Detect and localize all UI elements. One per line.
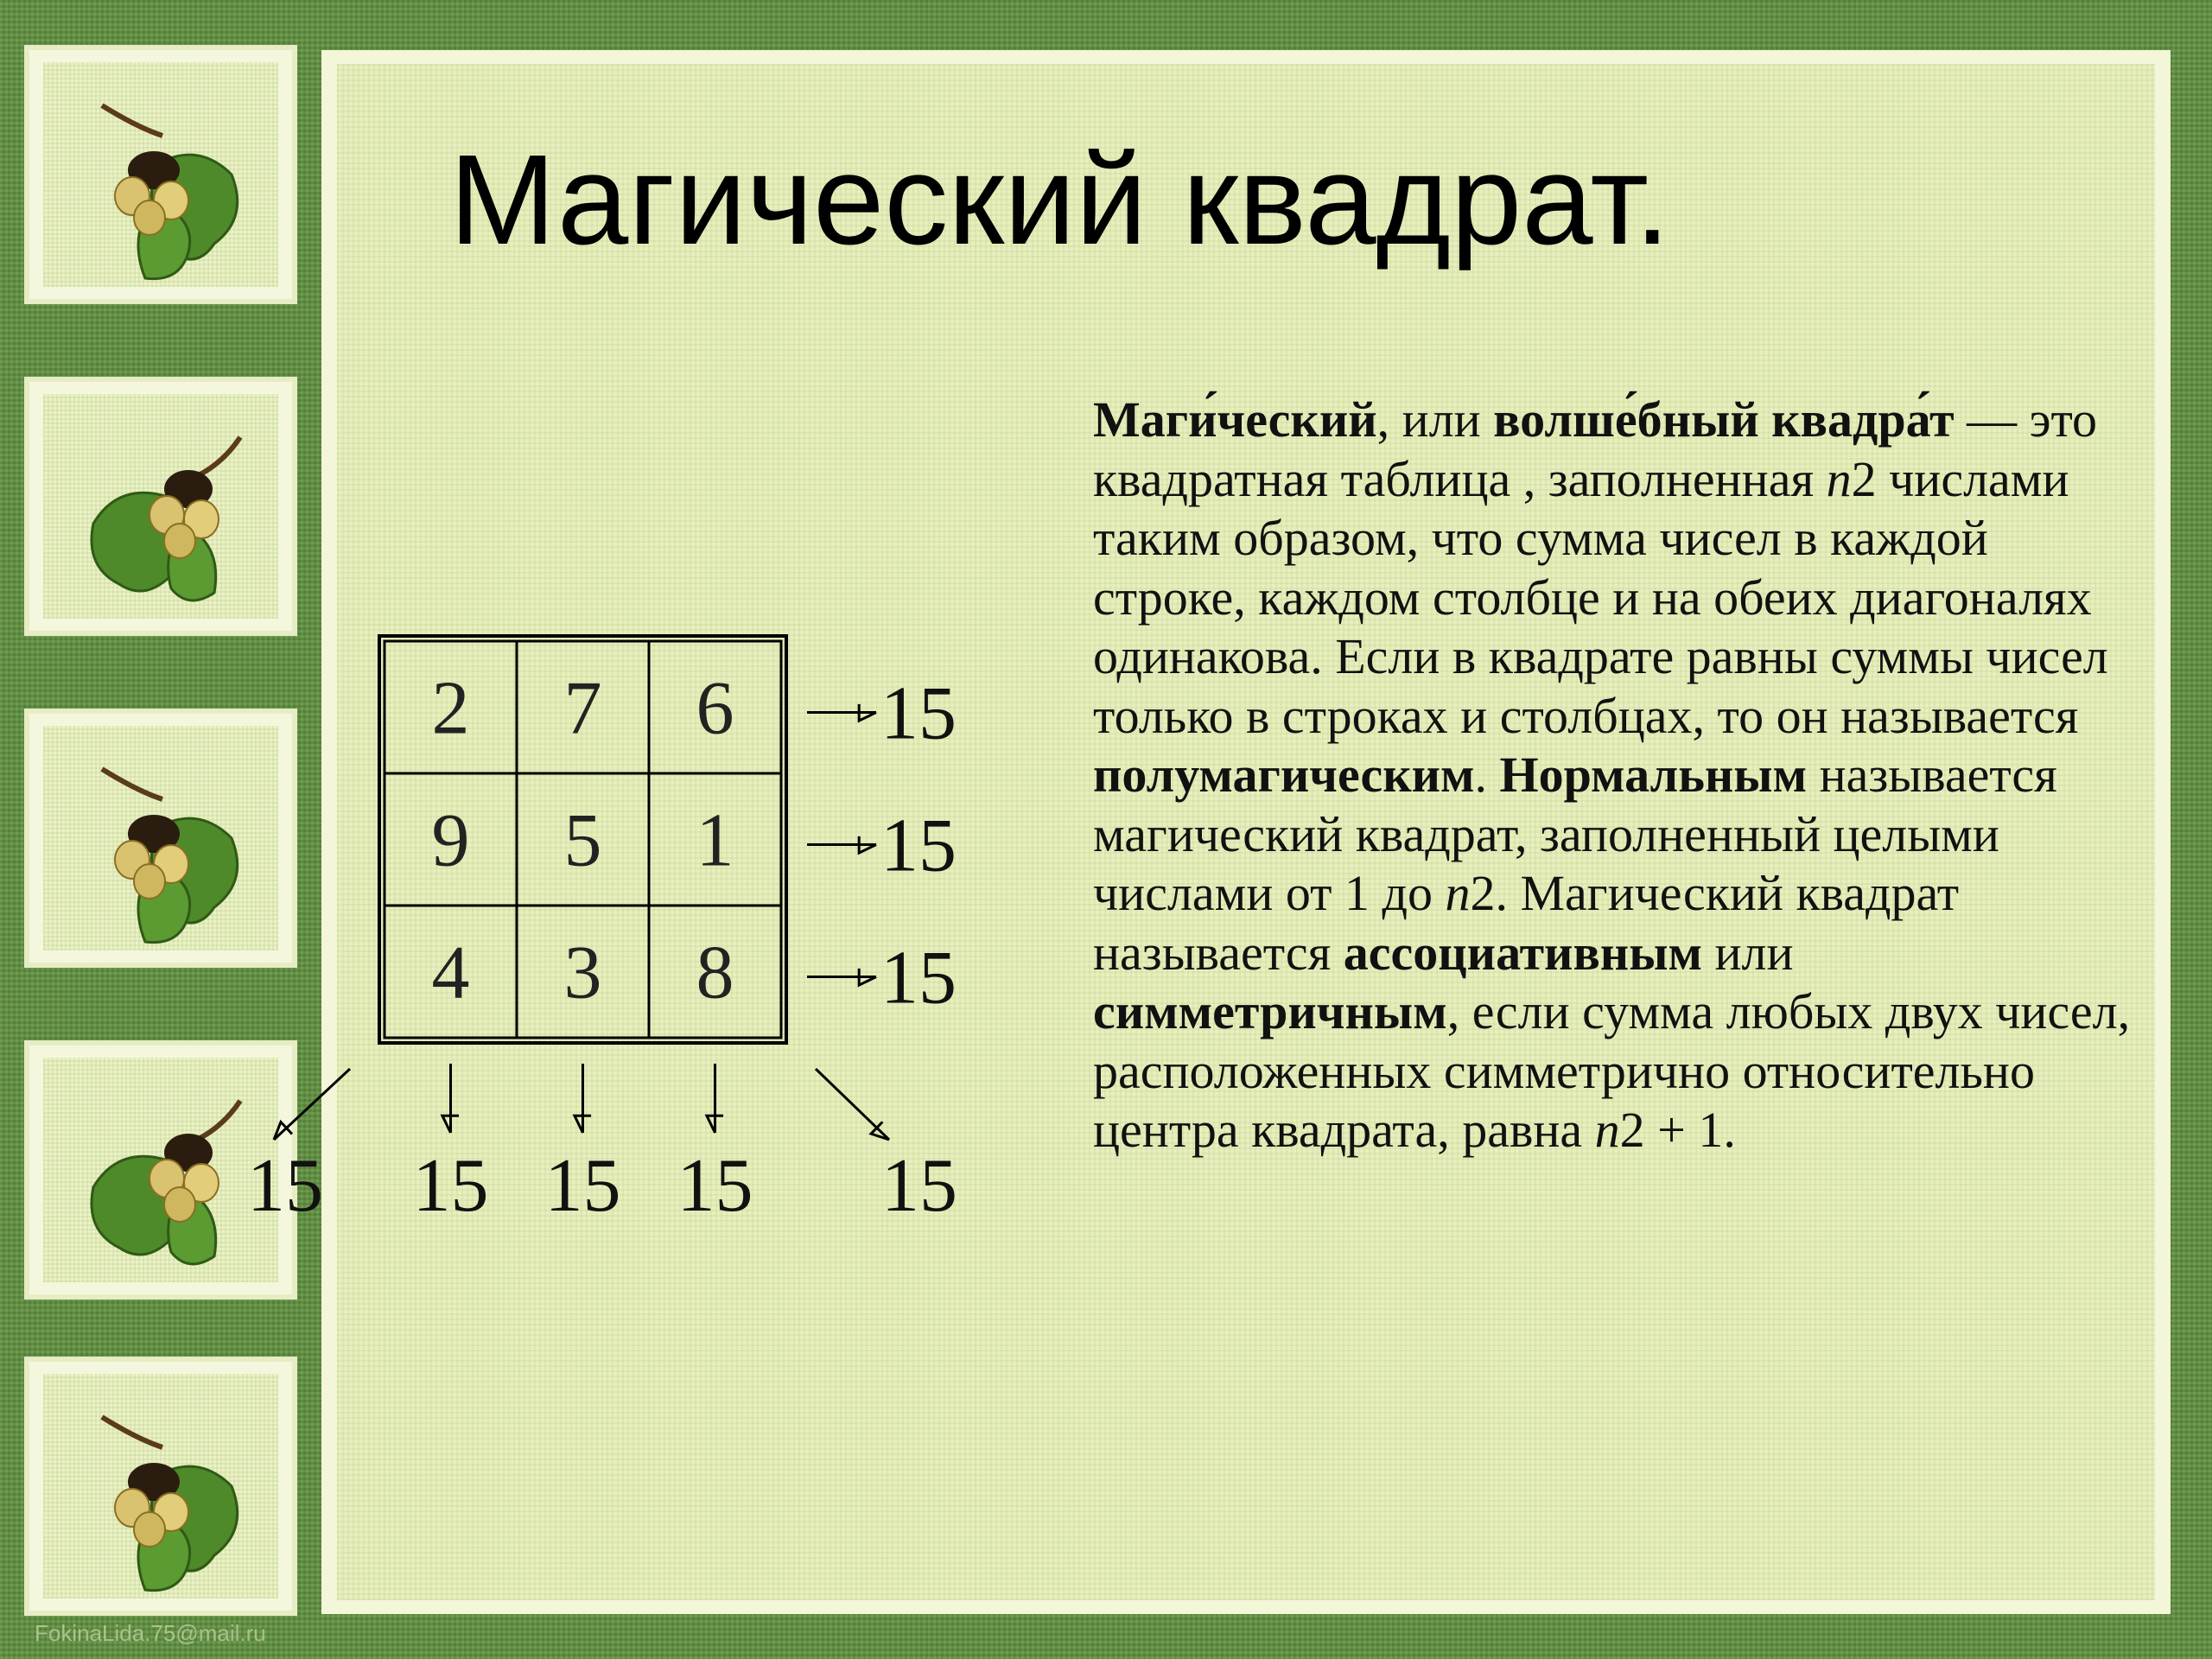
definition-run: n: [1594, 1102, 1620, 1158]
diagonal-sum-label: 15: [881, 1144, 957, 1228]
definition-run: , или: [1376, 391, 1494, 448]
square-cell-number: 7: [563, 666, 602, 751]
decor-tile: [24, 377, 297, 636]
page-title: Магический квадрат.: [449, 129, 1670, 271]
watermark: FokinaLida.75@mail.ru: [35, 1620, 266, 1646]
definition-run: Маги́ческий: [1093, 391, 1377, 448]
square-cell-number: 8: [696, 931, 734, 1015]
definition-run: симметричным: [1093, 983, 1447, 1039]
definition-run: или: [1702, 924, 1794, 981]
definition-run: .: [1474, 747, 1500, 803]
square-cell-number: 6: [696, 666, 734, 751]
square-cell-number: 9: [431, 798, 470, 883]
column-sum-label: 15: [412, 1144, 489, 1228]
definition-run: 2 + 1.: [1619, 1102, 1736, 1158]
column-sum-label: 15: [544, 1144, 621, 1228]
definition-run: волше́бный квадра́т: [1493, 391, 1955, 448]
oak-acorn-icon: [24, 45, 297, 304]
row-sum-label: 15: [880, 936, 957, 1020]
oak-acorn-icon: [24, 377, 297, 636]
definition-run: , если сумма любых двух чисел, расположенных симметрично относительно центра квадрата, равна: [1093, 983, 2131, 1158]
arrow-line: [816, 1069, 889, 1140]
definition-run: называется магический квадрат, заполненный целыми числами от 1 до: [1093, 747, 2057, 921]
square-cell-number: 2: [431, 666, 470, 751]
magic-square-diagram: [156, 631, 1192, 1287]
row-sum-label: 15: [880, 804, 957, 888]
row-sum-label: 15: [880, 671, 957, 756]
square-cell-number: 4: [431, 931, 470, 1015]
oak-acorn-icon: [24, 1357, 297, 1616]
definition-run: — это квадратная таблица , заполненная: [1093, 391, 2098, 507]
definition-run: 2. Магический квадрат называется: [1093, 865, 1960, 981]
arrow-line: [274, 1069, 350, 1140]
definition-run: полумагическим: [1093, 747, 1475, 803]
definition-run: n: [1826, 450, 1852, 507]
square-cell-number: 5: [563, 798, 602, 883]
definition-run: 2 числами таким образом, что сумма чисел в каждой строке, каждом столбце и на обеих диагоналях одинакова. Если в квадрате равны суммы чисел только в строках и столбцах, то он называется: [1093, 450, 2108, 744]
definition-run: n: [1445, 865, 1471, 921]
square-cell-number: 1: [696, 798, 734, 883]
column-sum-label: 15: [677, 1144, 753, 1228]
decor-tile: [24, 1357, 297, 1616]
diagonal-sum-label: 15: [247, 1144, 323, 1228]
definition-text: [1093, 391, 2152, 1160]
decor-tile: [24, 45, 297, 304]
square-cell-number: 3: [563, 931, 602, 1015]
definition-run: ассоциативным: [1343, 924, 1703, 981]
definition-run: Нормальным: [1499, 747, 1808, 803]
